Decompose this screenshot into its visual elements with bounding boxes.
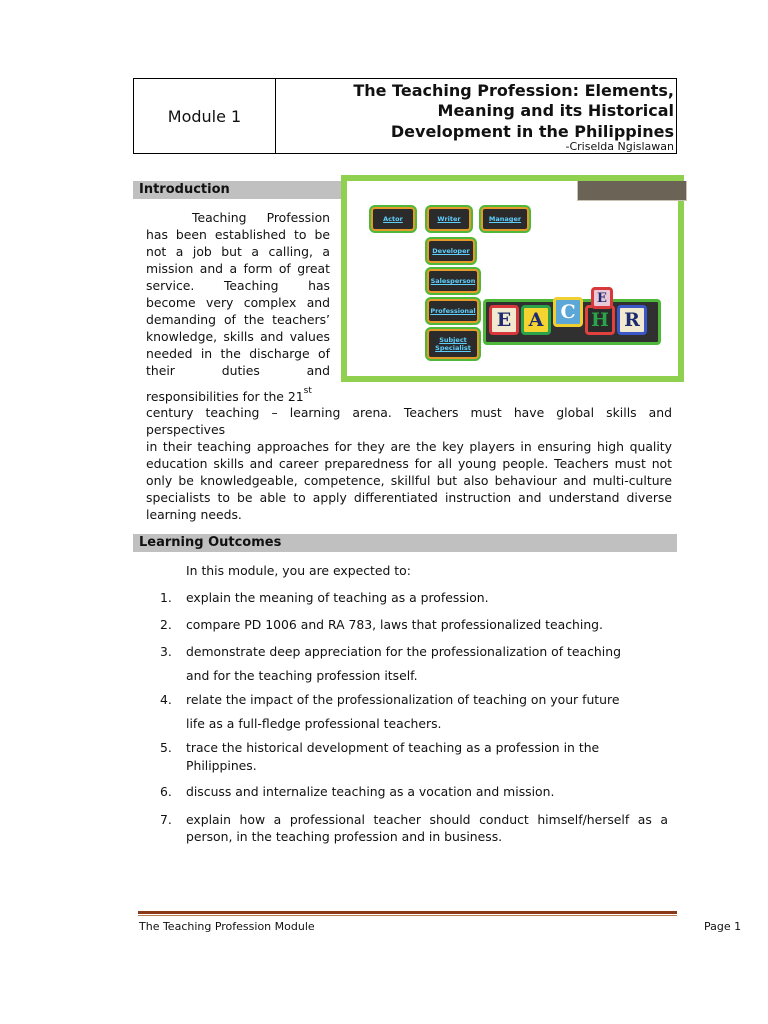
list-number: 1. — [160, 590, 172, 605]
intro-line: has been established to be — [146, 227, 330, 242]
title-line-2: Meaning and its Historical — [437, 101, 674, 120]
intro-line: demanding of the teachers’ — [146, 312, 330, 327]
ordinal-superscript: st — [303, 386, 312, 396]
intro-line: learning needs. — [146, 507, 242, 522]
module-header — [133, 78, 677, 154]
list-number: 3. — [160, 644, 172, 659]
letter-block-e: E — [489, 305, 519, 335]
list-text: Philippines. — [186, 758, 257, 773]
list-text: demonstrate deep appreciation for the professionalization of teaching — [186, 644, 621, 659]
intro-line: become very complex and — [146, 295, 330, 310]
list-text: person, in the teaching profession and in business. — [186, 829, 503, 844]
intro-line: service. Teaching has — [146, 278, 330, 293]
introduction-heading: Introduction — [133, 181, 341, 199]
role-developer: Developer — [427, 239, 475, 263]
footer-title: The Teaching Profession Module — [139, 920, 315, 933]
role-professional: Professional — [427, 299, 479, 323]
intro-line: Teaching Profession — [192, 210, 330, 225]
list-text: and for the teaching profession itself. — [186, 668, 418, 683]
illustration-tab — [577, 181, 687, 201]
role-manager: Manager — [481, 207, 529, 231]
footer-rule-thin — [138, 915, 677, 916]
list-text: life as a full-fledge professional teachers. — [186, 716, 442, 731]
title-line-3: Development in the Philippines — [390, 122, 674, 141]
intro-line: education skills and career preparedness for all young people. Teachers must not — [146, 456, 672, 471]
list-number: 5. — [160, 740, 172, 755]
letter-block-h: H — [585, 305, 615, 335]
module-label: Module 1 — [134, 79, 276, 153]
intro-line: only be knowledgeable, competence, skillful but also behaviour and multi-culture — [146, 473, 672, 488]
list-text: compare PD 1006 and RA 783, laws that professionalized teaching. — [186, 617, 603, 632]
module-title — [276, 79, 676, 153]
list-number: 6. — [160, 784, 172, 799]
list-number: 2. — [160, 617, 172, 632]
letter-block-e-small: E — [591, 287, 613, 309]
footer-rule — [138, 911, 677, 914]
intro-line: knowledge, skills and values — [146, 329, 330, 344]
list-text: explain the meaning of teaching as a profession. — [186, 590, 489, 605]
role-writer: Writer — [427, 207, 471, 231]
list-text: discuss and internalize teaching as a vocation and mission. — [186, 784, 555, 799]
letter-block-c: C — [553, 297, 583, 327]
role-subject-specialist: Subject Specialist — [427, 329, 479, 359]
author-name: -Criselda Ngislawan — [565, 140, 674, 153]
letter-block-a: A — [521, 305, 551, 335]
teacher-roles-illustration — [341, 175, 684, 382]
intro-line-21st — [146, 386, 346, 405]
role-actor: Actor — [371, 207, 415, 231]
letter-block-r: R — [617, 305, 647, 335]
introduction-full-text — [146, 404, 672, 523]
outcomes-intro: In this module, you are expected to: — [186, 563, 411, 578]
introduction-narrow-text — [146, 209, 330, 379]
page-number: Page 1 — [704, 920, 742, 933]
intro-line: their duties and — [146, 363, 330, 378]
learning-outcomes-heading: Learning Outcomes — [133, 534, 677, 552]
list-text: trace the historical development of teaching as a profession in the — [186, 740, 600, 755]
role-salesperson: Salesperson — [427, 269, 479, 293]
intro-line: specialists to be able to apply differentiated instruction and understand diverse — [146, 490, 672, 505]
illustration-canvas — [347, 181, 678, 376]
intro-line: mission and a form of great — [146, 261, 330, 276]
intro-line: needed in the discharge of — [146, 346, 330, 361]
intro-line: century teaching – learning arena. Teachers must have global skills and perspectives — [146, 405, 672, 437]
intro-line: in their teaching approaches for they are the key players in ensuring high quality — [146, 439, 672, 454]
list-text: relate the impact of the professionalization of teaching on your future — [186, 692, 620, 707]
title-line-1: The Teaching Profession: Elements, — [353, 81, 674, 100]
list-number: 7. — [160, 812, 172, 827]
list-text: explain how a professional teacher should conduct himself/herself as a — [186, 812, 668, 827]
list-number: 4. — [160, 692, 172, 707]
intro-line: responsibilities for the 21 — [146, 389, 304, 405]
intro-line: not a job but a calling, a — [146, 244, 330, 259]
